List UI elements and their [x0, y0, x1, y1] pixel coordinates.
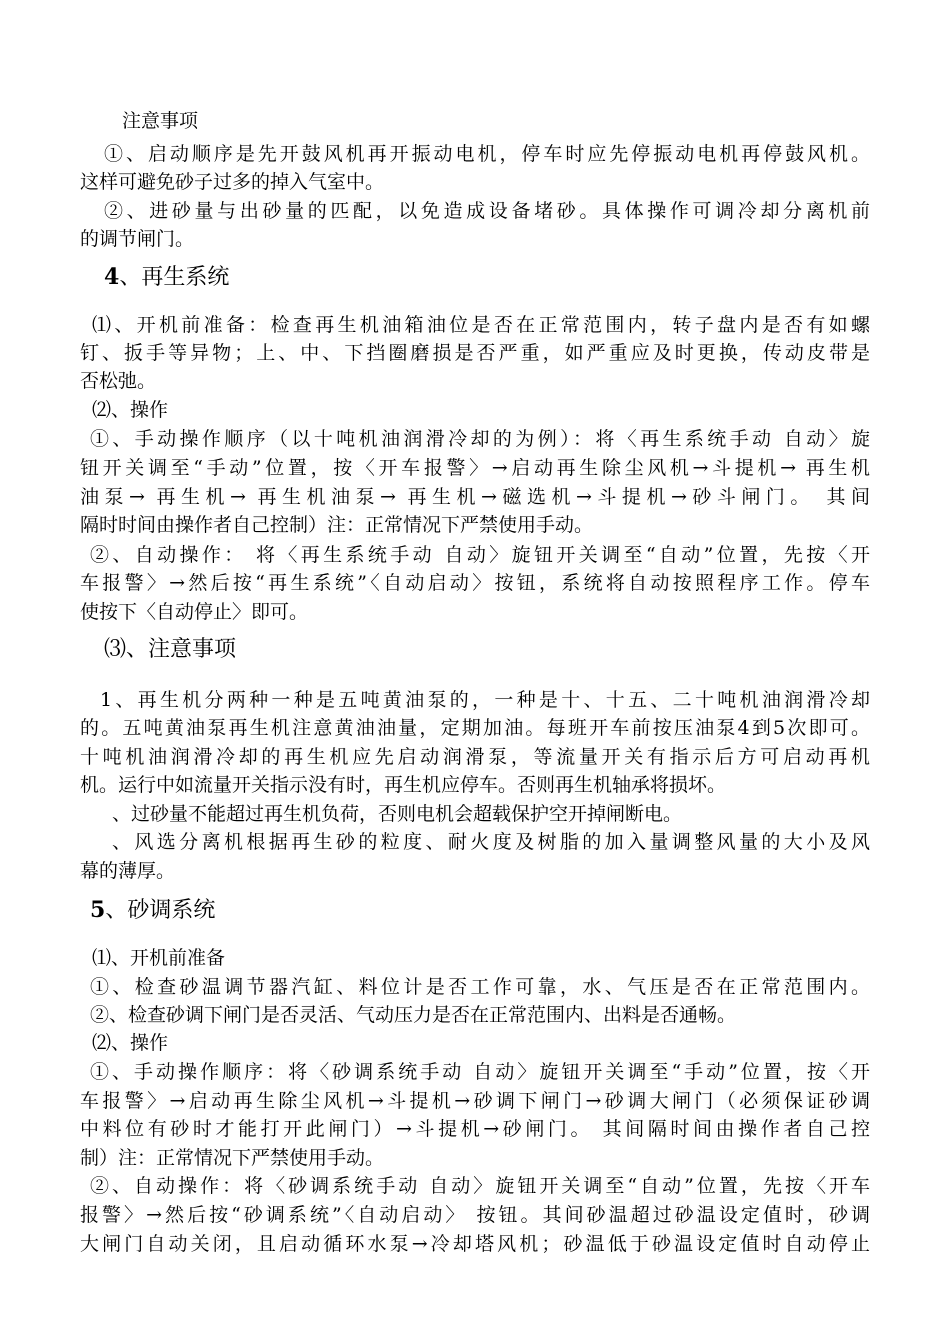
paragraph-line: 油泵→ 再生机→ 再生机油泵→ 再生机→磁选机→斗提机→砂斗闸门。 其间	[80, 486, 870, 508]
paragraph-line: ②、自动操作：将〈砂调系统手动 自动〉旋钮开关调至“自动”位置，先按〈开车	[90, 1175, 870, 1197]
paragraph-line: 的调节闸门。	[80, 228, 195, 250]
section-title: 、再生系统	[119, 265, 230, 290]
paragraph-line: ②、自动操作： 将〈再生系统手动 自动〉旋钮开关调至“自动”位置，先按〈开	[90, 544, 870, 566]
section-title: 、砂调系统	[105, 898, 216, 923]
paragraph-line: ⑴、开机前准备：检查再生机油箱油位是否在正常范围内，转子盘内是否有如螺	[92, 314, 870, 336]
paragraph-line: 中料位有砂时才能打开此闸门）→斗提机→砂闸门。 其间隔时间由操作者自己控	[80, 1118, 870, 1140]
paragraph-line: 钉、扳手等异物；上、中、下挡圈磨损是否严重，如严重应及时更换，传动皮带是	[80, 342, 870, 364]
paragraph-line: 机。运行中如流量开关指示没有时，再生机应停车。否则再生机轴承将损坏。	[80, 774, 727, 796]
subsection-label: ⑴、开机前准备	[92, 947, 226, 969]
paragraph-line: 的。五吨黄油泵再生机注意黄油油量，定期加油。每班开车前按压油泵4到5次即可。	[80, 717, 870, 739]
paragraph-line: 十吨机油润滑冷却的再生机应先启动润滑泵，等流量开关有指示后方可启动再机	[80, 746, 870, 768]
section-number: 4	[104, 264, 120, 290]
paragraph-line: 、过砂量不能超过再生机负荷，否则电机会超载保护空开掉闸断电。	[112, 803, 683, 825]
paragraph-line: 车报警〉→然后按“再生系统”〈自动启动〉按钮，系统将自动按照程序工作。停车	[80, 572, 870, 594]
paragraph-line: ①、检查砂温调节器汽缸、料位计是否工作可靠，水、气压是否在正常范围内。	[90, 976, 870, 998]
section-number: 5	[90, 897, 106, 923]
paragraph-line: 幕的薄厚。	[80, 860, 176, 882]
paragraph-line: 隔时时间由操作者自己控制）注：正常情况下严禁使用手动。	[80, 514, 594, 536]
paragraph-line: ①、手动操作顺序（以十吨机油润滑冷却的为例）：将〈再生系统手动 自动〉旋	[90, 428, 870, 450]
paragraph-line: 、风选分离机根据再生砂的粒度、耐火度及树脂的加入量调整风量的大小及风	[112, 831, 870, 853]
section-heading-regeneration	[104, 260, 229, 294]
paragraph-line: 否松弛。	[80, 370, 157, 392]
paragraph-line: ①、启动顺序是先开鼓风机再开振动电机，停车时应先停振动电机再停鼓风机。	[104, 143, 870, 165]
paragraph-line: ②、检查砂调下闸门是否灵活、气动压力是否在正常范围内、出料是否通畅。	[90, 1004, 737, 1026]
subsection-label: ⑵、操作	[92, 399, 169, 421]
paragraph-line: 车报警〉→启动再生除尘风机→斗提机→砂调下闸门→砂调大闸门（必须保证砂调	[80, 1090, 870, 1112]
paragraph-line: 这样可避免砂子过多的掉入气室中。	[80, 171, 385, 193]
paragraph-line: 1、再生机分两种一种是五吨黄油泵的，一种是十、十五、二十吨机油润滑冷却	[100, 689, 870, 711]
paragraph-line: 钮开关调至“手动”位置，按〈开车报警〉→启动再生除尘风机→斗提机→ 再生机	[80, 457, 870, 479]
subsection-label: ⑵、操作	[92, 1032, 169, 1054]
section-heading-sand-conditioning	[90, 893, 215, 927]
notes-title: 注意事项	[122, 110, 199, 132]
paragraph-line: 制）注：正常情况下严禁使用手动。	[80, 1147, 385, 1169]
paragraph-line: 大闸门自动关闭，且启动循环水泵→冷却塔风机；砂温低于砂温设定值时自动停止	[80, 1233, 870, 1255]
paragraph-line: ①、手动操作顺序：将〈砂调系统手动 自动〉旋钮开关调至“手动”位置，按〈开	[90, 1061, 870, 1083]
paragraph-line: 使按下〈自动停止〉即可。	[80, 601, 309, 623]
paragraph-line: 报警〉→然后按“砂调系统”〈自动启动〉 按钮。其间砂温超过砂温设定值时，砂调	[80, 1204, 870, 1226]
paragraph-line: ②、进砂量与出砂量的匹配，以免造成设备堵砂。具体操作可调冷却分离机前	[104, 200, 870, 222]
section-heading-notes: ⑶、注意事项	[104, 637, 237, 662]
